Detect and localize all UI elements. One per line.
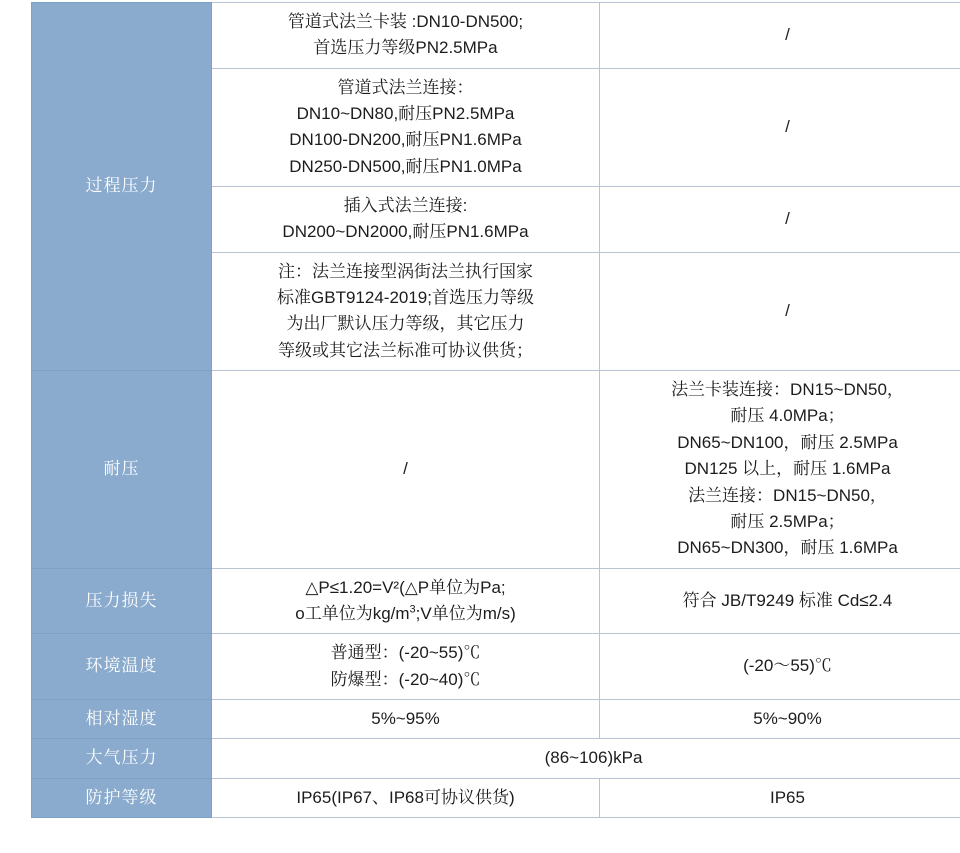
cell-relative-humidity-right: 5%~90%	[600, 699, 960, 738]
cell-atmospheric-pressure-merged: (86~106)kPa	[212, 739, 960, 778]
cell-ambient-temperature-right: (-20～55)℃	[600, 634, 960, 700]
text-line: DN65~DN300，耐压 1.6MPa	[608, 535, 960, 561]
table-row	[32, 739, 960, 778]
cell-ambient-temperature-middle	[212, 634, 600, 700]
text-line: 为出厂默认压力等级，其它压力	[220, 311, 591, 337]
superscript: 3	[410, 603, 416, 615]
text-line: 管道式法兰连接：	[220, 75, 591, 101]
cell-process-pressure-1-middle	[212, 3, 600, 69]
cell-process-pressure-note-middle	[212, 252, 600, 370]
cell-relative-humidity-middle: 5%~95%	[212, 699, 600, 738]
cell-process-pressure-2-right: /	[600, 68, 960, 186]
row-label-atmospheric-pressure: 大气压力	[32, 739, 212, 778]
row-label-process-pressure: 过程压力	[32, 3, 212, 371]
text-line: 普通型：(-20~55)℃	[220, 640, 591, 666]
cell-pressure-resistance-right	[600, 371, 960, 568]
text-line: 法兰连接：DN15~DN50，	[608, 483, 960, 509]
text-part: ;V单位为m/s)	[416, 604, 516, 623]
text-line: DN200~DN2000,耐压PN1.6MPa	[220, 219, 591, 245]
text-line-with-superscript	[220, 601, 591, 627]
cell-pressure-resistance-middle: /	[212, 371, 600, 568]
text-line: DN125 以上，耐压 1.6MPa	[608, 456, 960, 482]
text-line: DN100-DN200,耐压PN1.6MPa	[220, 127, 591, 153]
table-row	[32, 634, 960, 700]
text-line: 管道式法兰卡装 :DN10-DN500;	[220, 9, 591, 35]
row-label-protection-rating: 防护等级	[32, 778, 212, 817]
text-line: 等级或其它法兰标准可协议供货；	[220, 338, 591, 364]
row-label-relative-humidity: 相对湿度	[32, 699, 212, 738]
row-label-ambient-temperature: 环境温度	[32, 634, 212, 700]
cell-process-pressure-3-right: /	[600, 187, 960, 253]
text-line: 防爆型：(-20~40)℃	[220, 667, 591, 693]
text-line: 首选压力等级PN2.5MPa	[220, 35, 591, 61]
cell-pressure-loss-right: 符合 JB/T9249 标准 Cd≤2.4	[600, 568, 960, 634]
table-row	[32, 568, 960, 634]
text-line: 插入式法兰连接:	[220, 193, 591, 219]
cell-process-pressure-3-middle	[212, 187, 600, 253]
specifications-table	[31, 2, 960, 818]
table-row	[32, 699, 960, 738]
text-line: 法兰卡装连接：DN15~DN50，	[608, 377, 960, 403]
text-line: DN250-DN500,耐压PN1.0MPa	[220, 154, 591, 180]
cell-process-pressure-note-right: /	[600, 252, 960, 370]
text-line: 注：法兰连接型涡街法兰执行国家	[220, 259, 591, 285]
table-row	[32, 778, 960, 817]
row-label-pressure-resistance: 耐压	[32, 371, 212, 568]
text-line: 耐压 4.0MPa；	[608, 403, 960, 429]
cell-process-pressure-1-right: /	[600, 3, 960, 69]
cell-process-pressure-2-middle	[212, 68, 600, 186]
table-row	[32, 3, 960, 69]
text-line: 耐压 2.5MPa；	[608, 509, 960, 535]
text-part: o工单位为kg/m	[295, 604, 409, 623]
table-row	[32, 371, 960, 568]
text-line: △P≤1.20=V²(△P单位为Pa;	[220, 575, 591, 601]
text-line: DN10~DN80,耐压PN2.5MPa	[220, 101, 591, 127]
cell-protection-rating-right: IP65	[600, 778, 960, 817]
text-line: 标准GBT9124-2019;首选压力等级	[220, 285, 591, 311]
text-line: DN65~DN100，耐压 2.5MPa	[608, 430, 960, 456]
cell-protection-rating-middle: IP65(IP67、IP68可协议供货)	[212, 778, 600, 817]
row-label-pressure-loss: 压力损失	[32, 568, 212, 634]
cell-pressure-loss-middle	[212, 568, 600, 634]
